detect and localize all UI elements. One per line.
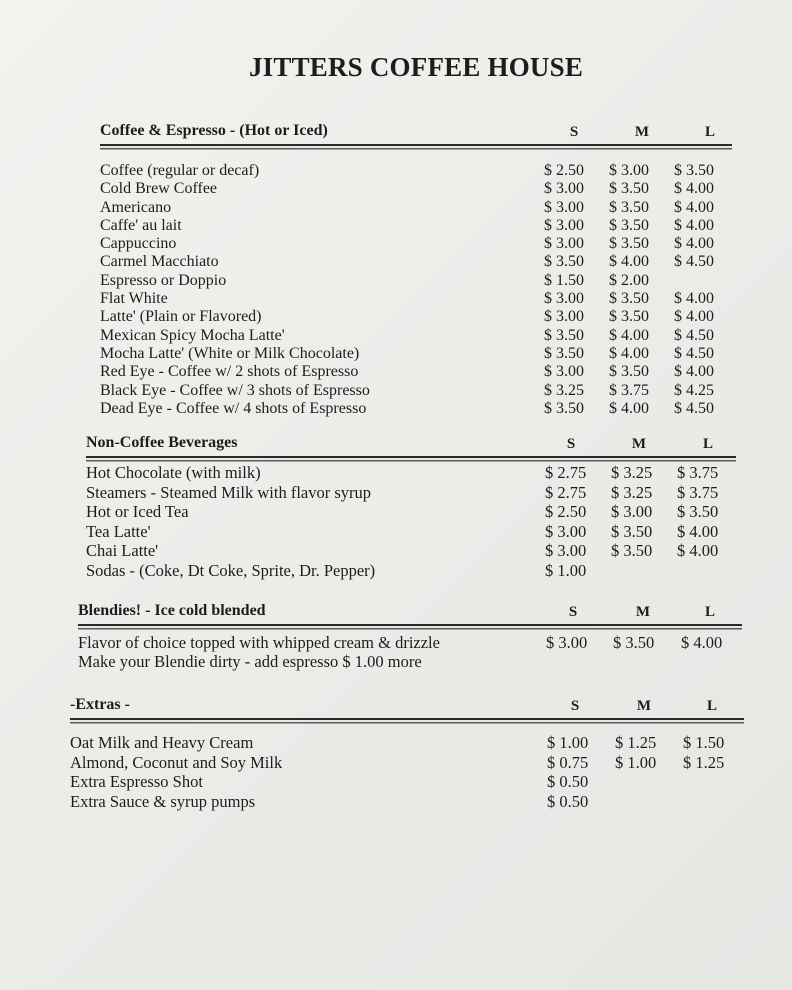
- size-header: S: [568, 604, 578, 620]
- menu-item-row: [78, 653, 742, 672]
- item-price-medium: $ 3.50: [609, 290, 649, 308]
- size-header: L: [702, 436, 713, 452]
- menu-item-row: [100, 382, 732, 400]
- menu-item-row: [100, 180, 732, 198]
- menu-item-row: [70, 793, 744, 813]
- item-price-medium: $ 3.75: [609, 381, 649, 399]
- item-price-medium: $ 3.25: [611, 463, 653, 482]
- item-name: Black Eye - Coffee w/ 3 shots of Espresso: [100, 381, 370, 399]
- item-price-small: $ 3.00: [544, 216, 584, 234]
- item-price-small: $ 1.00: [545, 560, 587, 580]
- item-price-small: $ 0.75: [547, 752, 589, 772]
- menu-item-row: [100, 235, 732, 253]
- item-price-medium: $ 4.00: [609, 399, 649, 417]
- menu-item-row: [86, 484, 736, 504]
- item-name: Almond, Coconut and Soy Milk: [70, 752, 283, 772]
- menu-item-row: [86, 503, 736, 523]
- item-price-large: $ 4.00: [674, 198, 714, 216]
- section-title: Blendies! - Ice cold blended: [78, 602, 266, 619]
- section-header: [86, 434, 736, 458]
- item-price-small: $ 2.75: [545, 463, 587, 482]
- item-price-large: $ 4.00: [674, 235, 714, 253]
- item-list: [86, 464, 736, 582]
- item-price-large: $ 4.50: [674, 326, 714, 344]
- item-price-medium: $ 1.25: [615, 733, 657, 752]
- item-name: Extra Espresso Shot: [70, 772, 203, 792]
- item-price-medium: $ 3.50: [609, 198, 649, 216]
- item-price-small: $ 2.50: [544, 162, 584, 179]
- item-name: Red Eye - Coffee w/ 2 shots of Espresso: [100, 363, 359, 381]
- item-price-small: $ 3.00: [545, 541, 587, 561]
- item-price-large: $ 3.75: [677, 482, 719, 502]
- item-name: Carmel Macchiato: [100, 253, 219, 271]
- item-name: Espresso or Doppio: [100, 271, 227, 289]
- item-price-large: $ 3.50: [674, 162, 714, 179]
- section-title: -Extras -: [70, 696, 130, 713]
- size-header: M: [631, 436, 647, 452]
- item-name: Hot Chocolate (with milk): [86, 463, 261, 482]
- section-header: [78, 602, 742, 626]
- item-price-large: $ 4.50: [674, 253, 714, 271]
- menu-section: [70, 696, 744, 812]
- item-price-medium: $ 3.00: [611, 502, 653, 522]
- section-header: [70, 696, 744, 720]
- item-price-small: $ 3.00: [544, 235, 584, 253]
- item-list: [70, 734, 744, 812]
- item-name: Caffe' au lait: [100, 216, 182, 234]
- item-price-small: $ 1.50: [544, 271, 584, 289]
- item-price-small: $ 3.50: [544, 344, 584, 362]
- item-price-medium: $ 3.25: [611, 482, 653, 502]
- item-name: Flavor of choice topped with whipped cream & drizzle: [78, 633, 440, 652]
- item-price-large: $ 1.25: [683, 752, 725, 772]
- item-price-large: $ 4.00: [681, 633, 723, 652]
- menu-item-row: [86, 562, 736, 582]
- item-name: Sodas - (Coke, Dt Coke, Sprite, Dr. Pepper): [86, 560, 376, 580]
- menu-item-row: [100, 162, 732, 180]
- item-price-small: $ 2.50: [545, 502, 587, 522]
- item-price-small: $ 3.50: [544, 253, 584, 271]
- item-price-large: $ 4.25: [674, 381, 714, 399]
- section-title: Non-Coffee Beverages: [86, 434, 238, 451]
- menu-item-row: [100, 253, 732, 271]
- item-price-medium: $ 3.50: [613, 633, 655, 652]
- size-header: M: [635, 604, 651, 620]
- menu-section: [100, 122, 732, 418]
- size-header: L: [704, 604, 715, 620]
- item-price-medium: $ 3.50: [609, 235, 649, 253]
- item-name: Mexican Spicy Mocha Latte': [100, 326, 285, 344]
- menu-item-row: [100, 363, 732, 381]
- menu-item-row: [100, 290, 732, 308]
- menu-section: [78, 602, 742, 672]
- item-name: Flat White: [100, 290, 168, 308]
- item-price-small: $ 2.75: [545, 482, 587, 502]
- size-header: L: [706, 698, 717, 714]
- menu-item-row: [70, 734, 744, 754]
- item-price-medium: $ 3.50: [611, 521, 653, 541]
- item-price-large: $ 4.00: [677, 521, 719, 541]
- item-price-small: $ 3.50: [544, 399, 584, 417]
- menu-item-row: [70, 773, 744, 793]
- size-header: S: [570, 698, 580, 714]
- item-price-small: $ 1.00: [547, 733, 589, 752]
- item-price-large: $ 4.00: [677, 541, 719, 561]
- item-name: Cold Brew Coffee: [100, 180, 218, 198]
- menu-item-row: [100, 308, 732, 326]
- item-price-medium: $ 3.50: [609, 216, 649, 234]
- item-price-medium: $ 3.50: [609, 180, 649, 198]
- menu-item-row: [100, 327, 732, 345]
- size-header: M: [636, 698, 652, 714]
- size-header: L: [704, 124, 715, 140]
- item-price-large: $ 4.00: [674, 290, 714, 308]
- item-name: Dead Eye - Coffee w/ 4 shots of Espresso: [100, 399, 367, 417]
- item-price-small: $ 0.50: [547, 791, 589, 811]
- item-price-small: $ 0.50: [547, 772, 589, 792]
- item-price-medium: $ 4.00: [609, 326, 649, 344]
- item-price-small: $ 3.00: [544, 308, 584, 326]
- item-price-medium: $ 3.50: [611, 541, 653, 561]
- item-price-small: $ 3.00: [545, 521, 587, 541]
- item-price-small: $ 3.00: [546, 633, 588, 652]
- size-header: M: [634, 124, 650, 140]
- item-price-large: $ 4.50: [674, 399, 714, 417]
- menu-section: [86, 434, 736, 582]
- item-price-large: $ 4.00: [674, 308, 714, 326]
- item-name: Coffee (regular or decaf): [100, 162, 260, 179]
- item-price-medium: $ 2.00: [609, 271, 649, 289]
- menu-item-row: [78, 634, 742, 653]
- menu-item-row: [100, 199, 732, 217]
- item-price-large: $ 4.00: [674, 180, 714, 198]
- item-price-small: $ 3.00: [544, 198, 584, 216]
- item-price-medium: $ 4.00: [609, 344, 649, 362]
- item-price-small: $ 3.25: [544, 381, 584, 399]
- item-price-small: $ 3.00: [544, 363, 584, 381]
- item-price-small: $ 3.50: [544, 326, 584, 344]
- menu-item-row: [100, 217, 732, 235]
- size-header: S: [569, 124, 579, 140]
- menu-item-row: [100, 272, 732, 290]
- item-price-large: $ 1.50: [683, 733, 725, 752]
- menu-item-row: [100, 345, 732, 363]
- size-header: S: [566, 436, 576, 452]
- item-price-medium: $ 4.00: [609, 253, 649, 271]
- menu-title: JITTERS COFFEE HOUSE: [248, 52, 584, 82]
- item-name: Latte' (Plain or Flavored): [100, 308, 262, 326]
- item-name: Americano: [100, 198, 172, 216]
- item-price-medium: $ 1.00: [615, 752, 657, 772]
- section-header: [100, 122, 732, 146]
- item-price-large: $ 4.00: [674, 216, 714, 234]
- item-price-small: $ 3.00: [544, 180, 584, 198]
- menu-item-row: [86, 542, 736, 562]
- item-name: Hot or Iced Tea: [86, 502, 189, 522]
- item-price-small: $ 3.00: [544, 290, 584, 308]
- menu-item-row: [86, 523, 736, 543]
- item-price-large: $ 3.50: [677, 502, 719, 522]
- item-list: [100, 162, 732, 418]
- item-price-large: $ 3.75: [677, 463, 719, 482]
- item-list: [78, 634, 742, 672]
- menu-item-row: [100, 400, 732, 418]
- item-price-large: $ 4.00: [674, 363, 714, 381]
- item-price-medium: $ 3.50: [609, 308, 649, 326]
- item-name: Oat Milk and Heavy Cream: [70, 733, 254, 752]
- item-name: Cappuccino: [100, 235, 177, 253]
- item-name: Make your Blendie dirty - add espresso $ 1.00 more: [78, 652, 422, 671]
- menu-item-row: [70, 754, 744, 774]
- item-name: Chai Latte': [86, 541, 159, 561]
- item-name: Tea Latte': [86, 521, 151, 541]
- item-price-medium: $ 3.50: [609, 363, 649, 381]
- menu-item-row: [86, 464, 736, 484]
- item-name: Mocha Latte' (White or Milk Chocolate): [100, 344, 360, 362]
- item-name: Extra Sauce & syrup pumps: [70, 791, 256, 811]
- item-price-large: $ 4.50: [674, 344, 714, 362]
- section-title: Coffee & Espresso - (Hot or Iced): [100, 122, 328, 139]
- item-price-medium: $ 3.00: [609, 162, 649, 179]
- item-name: Steamers - Steamed Milk with flavor syrup: [86, 482, 372, 502]
